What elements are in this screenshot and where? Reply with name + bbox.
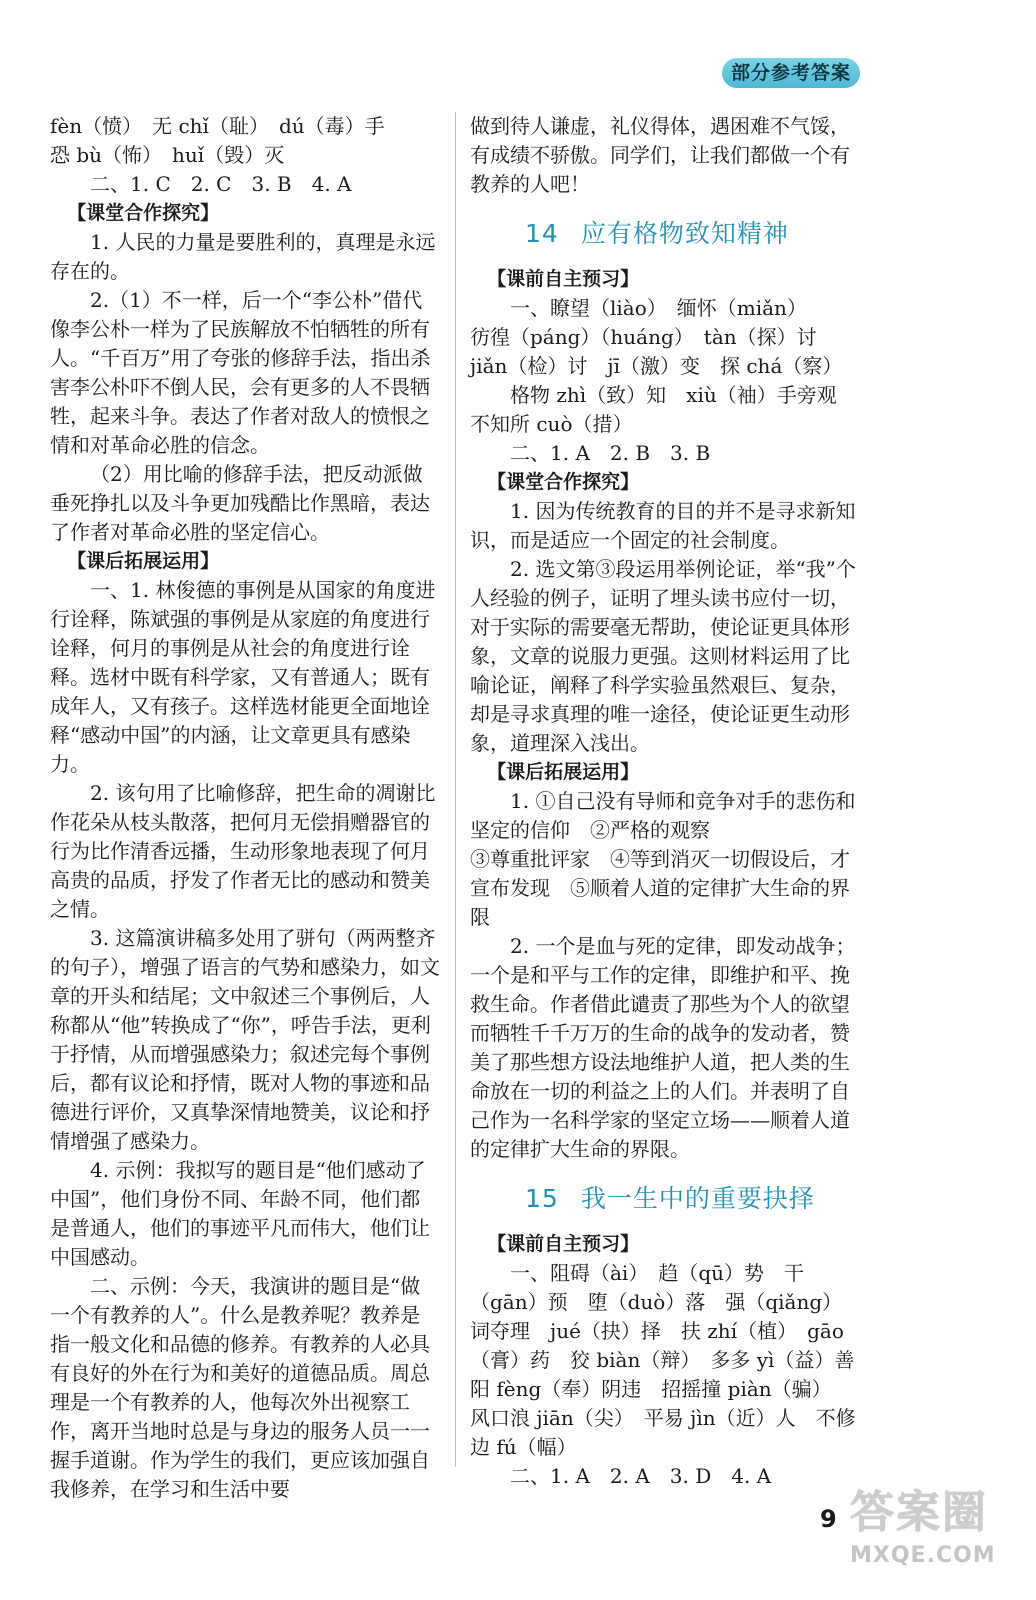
lesson-title: 我一生中的重要抉择 bbox=[580, 1184, 815, 1213]
text-line: jiǎn（检）讨 jī（激）变 探 chá（察） bbox=[470, 354, 843, 378]
answer-paragraph: 1. ①自己没有导师和竞争对手的悲伤和坚定的信仰 ②严格的观察 bbox=[470, 789, 856, 842]
answer-paragraph: 2. 该句用了比喻修辞，把生命的凋谢比作花朵从枝头散落，把何月无偿捐赠器官的行为比作清香远播，生动形象地表现了何月高贵的品质，抒发了作者无比的感动和赞美之情。 bbox=[50, 781, 436, 921]
left-column bbox=[50, 112, 440, 1504]
right-column bbox=[470, 112, 875, 1491]
answer-paragraph: 做到待人谦虚，礼仪得体，遇困难不气馁，有成绩不骄傲。同学们，让我们都做一个有教养的人吧！ bbox=[470, 114, 850, 196]
answer-paragraph: 二、示例：今天，我演讲的题目是“做一个有教养的人”。什么是教养呢？教养是指一般文化和品德的修养。有教养的人必具有良好的外在行为和美好的道德品质。周总理是一个有教养的人，他每次外出视察工作，离开当地时总是与身边的服务人员一一握手道谢。作为学生的我们，更应该加强自我修养，在学习和生活中要 bbox=[50, 1274, 430, 1501]
section-heading: 【课后拓展运用】 bbox=[487, 761, 640, 783]
text-line: 彷徨（páng）（huáng） tàn（探）讨 bbox=[470, 325, 817, 349]
watermark-url: MXQE.COM bbox=[850, 1543, 996, 1568]
page-number: 9 bbox=[820, 1505, 837, 1533]
text-line: 二、1. A 2. A 3. D 4. A bbox=[510, 1464, 772, 1488]
text-line: 一、瞭望（liào） 缅怀（miǎn） bbox=[510, 296, 807, 320]
text-line: 恐 bù（怖） huǐ（毁）灭 bbox=[50, 143, 285, 167]
answer-paragraph: 2. 一个是血与死的定律，即发动战争；一个是和平与工作的定律，即维护和平、挽救生命。作者借此谴责了那些为个人的欲望而牺牲千千万万的生命的战争的发动者，赞美了那些想方设法地维护人道，把人类的生命放在一切的利益之上的人们。并表明了自己作为一名科学家的坚定立场——顺着人道的定律扩大生命的界限。 bbox=[470, 934, 856, 1161]
answer-paragraph: 1. 人民的力量是要胜利的，真理是永远存在的。 bbox=[50, 230, 436, 283]
section-heading: 【课前自主预习】 bbox=[487, 1233, 640, 1255]
text-line: 二、1. C 2. C 3. B 4. A bbox=[90, 172, 352, 196]
answer-paragraph: 一、阻碍（ài） 趋（qū）势 干（gān）预 堕（duò）落 强（qiǎng）词夺理 jué（抉）择 扶 zhí（植） gāo（膏）药 狡 biàn（辩） 多多 yì（益）善 阳 fèng（奉）阴违 招摇撞 piàn（骗） 风口浪 jiān（尖） 平易 jìn（近）人 不修边 fú（幅） bbox=[470, 1261, 875, 1459]
answer-paragraph: 4. 示例：我拟写的题目是“他们感动了中国”，他们身份不同、年龄不同，他们都是普通人，他们的事迹平凡而伟大，他们让中国感动。 bbox=[50, 1158, 430, 1269]
lesson-number: 14 bbox=[525, 219, 559, 248]
answer-paragraph: 2. 选文第③段运用举例论证，举“我”个人经验的例子，证明了埋头读书应付一切，对于实际的需要毫无帮助，使论证更具体形象，文章的说服力更强。这则材料运用了比喻论证，阐释了科学实验虽然艰巨、复杂，却是寻求真理的唯一途径，使论证更生动形象，道理深入浅出。 bbox=[470, 557, 856, 755]
section-badge: 部分参考答案 bbox=[722, 58, 860, 88]
watermark bbox=[850, 1485, 1020, 1585]
answer-paragraph: 一、1. 林俊德的事例是从国家的角度进行诠释，陈斌强的事例是从家庭的角度进行诠释，何月的事例是从社会的角度进行诠释。选材中既有科学家，又有普通人；既有成年人，又有孩子。这样选材能更全面地诠释“感动中国”的内涵，让文章更具有感染力。 bbox=[50, 578, 436, 776]
section-heading: 【课堂合作探究】 bbox=[67, 202, 220, 224]
answer-paragraph: 3. 这篇演讲稿多处用了骈句（两两整齐的句子），增强了语言的气势和感染力，如文章的开头和结尾；文中叙述三个事例后，人称都从“他”转换成了“你”，呼告手法，更利于抒情，从而增强感染力；叙述完每个事例后，都有议论和抒情，既对人物的事迹和品德进行评价，又真挚深情地赞美，议论和抒情增强了感染力。 bbox=[50, 926, 440, 1153]
lesson-title-14 bbox=[470, 217, 860, 251]
column-divider bbox=[455, 112, 456, 1467]
lesson-title-15 bbox=[470, 1182, 860, 1216]
watermark-logo-text: 答案圈 bbox=[850, 1487, 988, 1538]
section-heading: 【课前自主预习】 bbox=[487, 268, 640, 290]
answer-paragraph: （2）用比喻的修辞手法，把反动派做垂死挣扎以及斗争更加残酷比作黑暗，表达了作者对革命必胜的坚定信心。 bbox=[50, 462, 430, 544]
section-heading: 【课堂合作探究】 bbox=[487, 471, 640, 493]
text-line: fèn（愤） 无 chǐ（耻） dú（毒）手 bbox=[50, 114, 385, 138]
answer-paragraph: ③尊重批评家 ④等到消灭一切假设后，才宣布发现 ⑤顺着人道的定律扩大生命的界限 bbox=[470, 847, 850, 929]
section-heading: 【课后拓展运用】 bbox=[67, 550, 220, 572]
answer-paragraph: 2.（1）不一样，后一个“李公朴”借代像李公朴一样为了民族解放不怕牺牲的所有人。“千百万”用了夸张的修辞手法，指出杀害李公朴吓不倒人民，会有更多的人不畏牺牲，起来斗争。表达了作者对敌人的愤恨之情和对革命必胜的信念。 bbox=[50, 288, 431, 457]
text-line: 二、1. A 2. B 3. B bbox=[510, 441, 711, 465]
answer-paragraph: 1. 因为传统教育的目的并不是寻求新知识，而是适应一个固定的社会制度。 bbox=[470, 499, 856, 552]
lesson-number: 15 bbox=[525, 1184, 559, 1213]
lesson-title: 应有格物致知精神 bbox=[580, 219, 789, 248]
text-line: 格物 zhì（致）知 xiù（袖）手旁观 不知所 cuò（措） bbox=[470, 383, 857, 436]
